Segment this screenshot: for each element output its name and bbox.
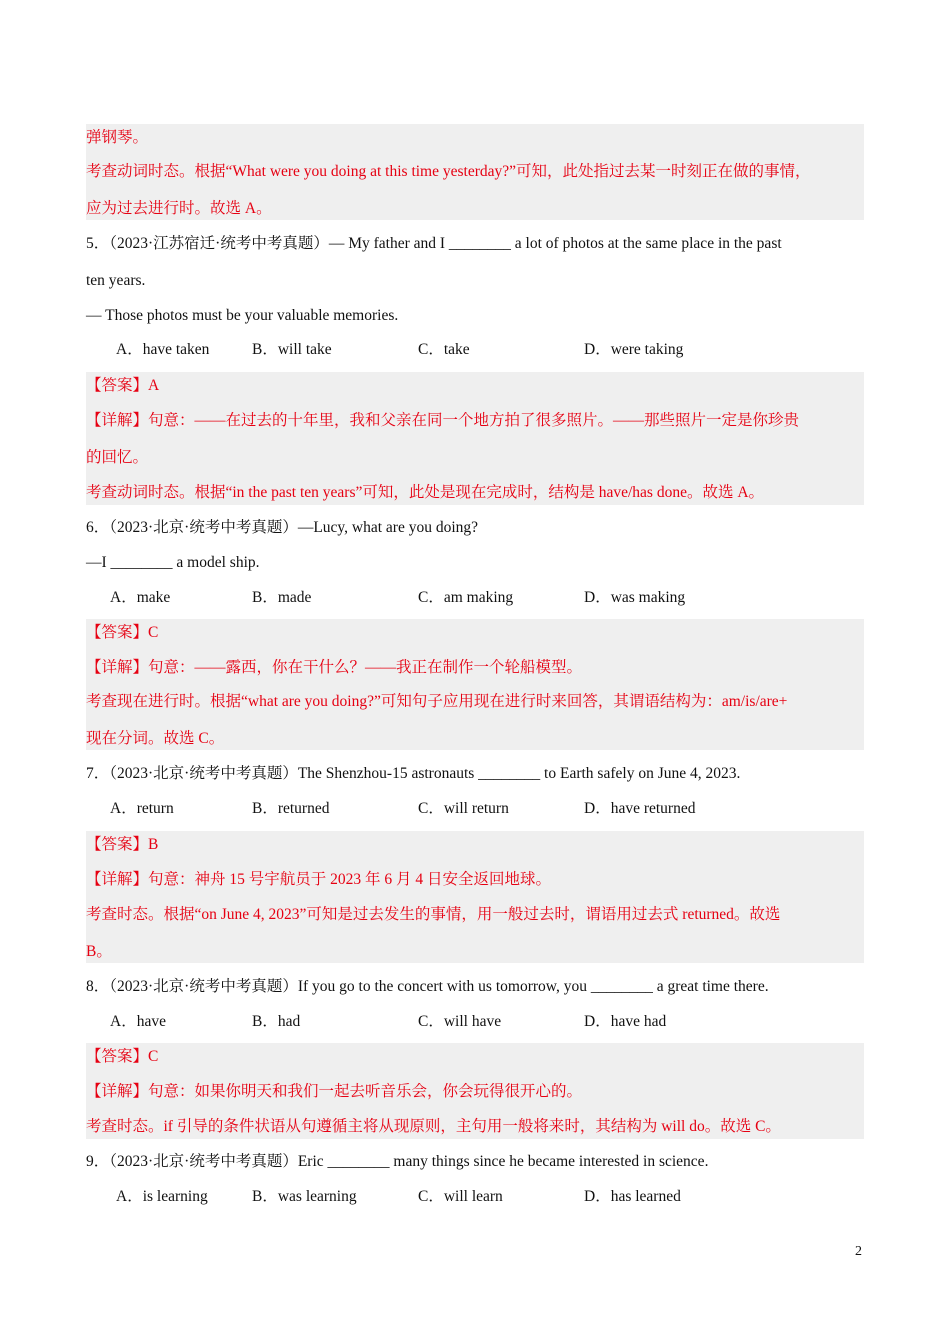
q7-stem: 7．（2023·北京·统考中考真题）The Shenzhou-15 astronauts ________ to Earth safely on June 4, 2023. bbox=[86, 765, 741, 782]
q7-option-c: C．will return bbox=[418, 800, 509, 817]
q6-option-b: B．made bbox=[252, 589, 312, 606]
q8-detail: 【详解】句意：如果你明天和我们一起去听音乐会，你会玩得很开心的。 bbox=[86, 1083, 583, 1100]
q9-stem: 9．（2023·北京·统考中考真题）Eric ________ many things since he became interested in science. bbox=[86, 1153, 709, 1170]
q9-option-b: B．was learning bbox=[252, 1188, 357, 1205]
q6-option-d: D．was making bbox=[584, 589, 686, 606]
q6-answer: 【答案】C bbox=[86, 624, 159, 641]
q5-detail-line-1: 【详解】句意：——在过去的十年里，我和父亲在同一个地方拍了很多照片。——那些照片一定是你珍贵 bbox=[86, 412, 800, 429]
answer-box-q7 bbox=[86, 831, 864, 963]
q5-stem-line-2: ten years. bbox=[86, 272, 146, 289]
q8-stem: 8．（2023·北京·统考中考真题）If you go to the concert with us tomorrow, you ________ a great time there. bbox=[86, 978, 769, 995]
page-number: 2 bbox=[855, 1244, 862, 1259]
q9-option-d: D．has learned bbox=[584, 1188, 681, 1205]
q8-option-a: A．have bbox=[110, 1013, 166, 1030]
q5-option-b: B．will take bbox=[252, 341, 332, 358]
q6-detail: 【详解】句意：——露西，你在干什么？——我正在制作一个轮船模型。 bbox=[86, 659, 583, 676]
q8-option-c: C．will have bbox=[418, 1013, 502, 1030]
q8-option-d: D．have had bbox=[584, 1013, 667, 1030]
q5-analysis: 考查动词时态。根据“in the past ten years”可知，此处是现在完成时，结构是 have/has done。故选 A。 bbox=[86, 484, 765, 501]
q7-option-a: A．return bbox=[110, 800, 174, 817]
q6-analysis-line-2: 现在分词。故选 C。 bbox=[86, 730, 225, 747]
q7-answer: 【答案】B bbox=[86, 836, 159, 853]
q6-option-c: C．am making bbox=[418, 589, 514, 606]
q9-option-a: A．is learning bbox=[116, 1188, 208, 1205]
q8-option-b: B．had bbox=[252, 1013, 301, 1030]
q5-answer: 【答案】A bbox=[86, 377, 160, 394]
q7-option-d: D．have returned bbox=[584, 800, 696, 817]
q5-option-c: C．take bbox=[418, 341, 470, 358]
q8-answer: 【答案】C bbox=[86, 1048, 159, 1065]
q5-stem-line-3: — Those photos must be your valuable memories. bbox=[86, 307, 399, 324]
q5-option-d: D．were taking bbox=[584, 341, 684, 358]
q8-analysis: 考查时态。if 引导的条件状语从句遵循主将从现原则，主句用一般将来时，其结构为 will do。故选 C。 bbox=[86, 1118, 781, 1135]
q5-stem-line-1: 5．（2023·江苏宿迁·统考中考真题）— My father and I ________ a lot of photos at the same place in the past bbox=[86, 235, 782, 252]
prev-answer-tail: 弹钢琴。 bbox=[86, 129, 149, 146]
q5-detail-line-2: 的回忆。 bbox=[86, 449, 149, 466]
q7-option-b: B．returned bbox=[252, 800, 330, 817]
q5-option-a: A．have taken bbox=[116, 341, 210, 358]
q6-option-a: A．make bbox=[110, 589, 171, 606]
q6-stem-line-1: 6．（2023·北京·统考中考真题）—Lucy, what are you doing? bbox=[86, 519, 479, 536]
q9-option-c: C．will learn bbox=[418, 1188, 503, 1205]
q6-analysis-line-1: 考查现在进行时。根据“what are you doing?”可知句子应用现在进行时来回答，其谓语结构为：am/is/are+ bbox=[86, 693, 788, 710]
prev-analysis-line-2: 应为过去进行时。故选 A。 bbox=[86, 200, 272, 217]
q7-detail: 【详解】句意：神舟 15 号宇航员于 2023 年 6 月 4 日安全返回地球。 bbox=[86, 871, 552, 888]
q7-analysis-line-2: B。 bbox=[86, 943, 112, 960]
prev-analysis-line-1: 考查动词时态。根据“What were you doing at this time yesterday?”可知，此处指过去某一时刻正在做的事情， bbox=[86, 163, 811, 180]
q6-stem-line-2: —I ________ a model ship. bbox=[86, 554, 260, 571]
q7-analysis-line-1: 考查时态。根据“on June 4, 2023”可知是过去发生的事情，用一般过去时，谓语用过去式 returned。故选 bbox=[86, 906, 781, 923]
